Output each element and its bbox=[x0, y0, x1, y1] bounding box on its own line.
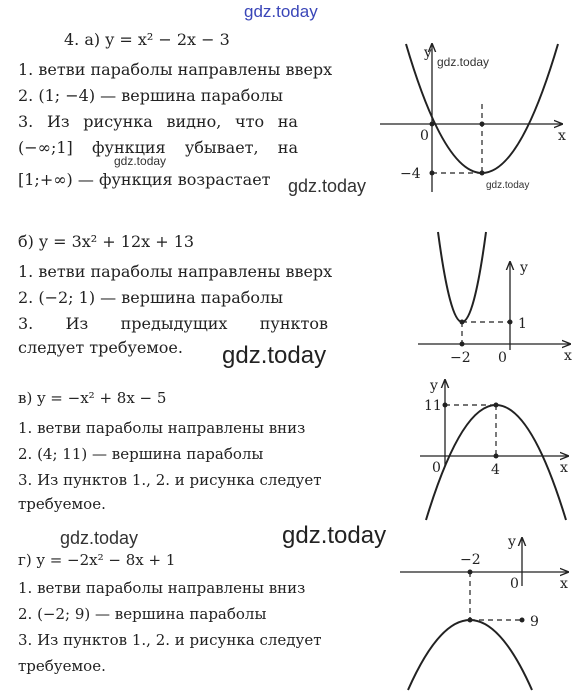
watermark: gdz.today bbox=[437, 55, 490, 69]
graph-g-minus2-label: −2 bbox=[460, 552, 481, 568]
graph-g-point bbox=[468, 570, 473, 575]
graph-b-zero-label: 0 bbox=[498, 350, 507, 366]
graph-a-point bbox=[430, 122, 435, 127]
problem-b-step-3-cont: следует требуемое. bbox=[18, 338, 183, 357]
graph-a-origin-label: 0 bbox=[420, 128, 429, 144]
graph-g-point bbox=[520, 618, 525, 623]
problem-g-step-1: 1. ветви параболы направлены вниз bbox=[18, 579, 306, 597]
graph-v-x-label: x bbox=[560, 460, 568, 476]
problem-b-step-3: 3. Из предыдущих пунктов bbox=[18, 314, 328, 333]
problem-v-step-1: 1. ветви параболы направлены вниз bbox=[18, 419, 306, 437]
graph-a-point bbox=[480, 122, 485, 127]
graph-a-y-label: y bbox=[424, 45, 432, 61]
problem-g-step-3: 3. Из пунктов 1., 2. и рисунка следует bbox=[18, 631, 322, 649]
graph-v-point bbox=[494, 403, 499, 408]
watermark: gdz.today bbox=[60, 528, 139, 548]
graph-b-minus2-label: −2 bbox=[450, 350, 471, 366]
problem-v-step-3-cont: требуемое. bbox=[18, 495, 106, 513]
problem-a-step-3-end: [1;+∞) — функция возрастает bbox=[18, 170, 271, 189]
watermark: gdz.today bbox=[114, 154, 167, 168]
graph-g bbox=[400, 534, 568, 690]
graph-v-eleven-label: 11 bbox=[424, 398, 442, 414]
graph-g-x-label: x bbox=[560, 576, 568, 592]
problem-v-step-3: 3. Из пунктов 1., 2. и рисунка следует bbox=[18, 471, 322, 489]
graph-v-point bbox=[494, 454, 499, 459]
problem-a-step-3-cont: (−∞;1] функция убывает, на bbox=[18, 138, 298, 157]
graph-a-minus4-label: −4 bbox=[400, 166, 421, 182]
problem-a-step-3: 3. Из рисунка видно, что на bbox=[18, 112, 298, 131]
graph-v-four-label: 4 bbox=[491, 462, 500, 478]
problem-b-step-2: 2. (−2; 1) — вершина параболы bbox=[18, 288, 283, 307]
graph-v bbox=[420, 378, 568, 520]
graph-g-y-label: y bbox=[508, 534, 516, 550]
problem-g-step-3-cont: требуемое. bbox=[18, 657, 106, 675]
graph-v-zero-label: 0 bbox=[432, 460, 441, 476]
graph-b bbox=[418, 232, 572, 366]
graph-a bbox=[380, 44, 566, 192]
problem-g-step-2: 2. (−2; 9) — вершина параболы bbox=[18, 605, 267, 623]
graph-b-parabola bbox=[438, 232, 486, 322]
graph-v-point bbox=[443, 403, 448, 408]
watermark: gdz.today bbox=[486, 180, 530, 191]
problem-a-step-2: 2. (1; −4) — вершина параболы bbox=[18, 86, 283, 105]
watermark: gdz.today bbox=[244, 2, 318, 21]
graph-b-x-label: x bbox=[564, 348, 572, 364]
problem-v-header: в) y = −x² + 8x − 5 bbox=[18, 389, 167, 407]
watermark: gdz.today bbox=[288, 176, 367, 196]
graph-b-point bbox=[508, 320, 513, 325]
graph-b-point bbox=[460, 342, 465, 347]
problem-a-step-1: 1. ветви параболы направлены вверх bbox=[18, 60, 333, 79]
graph-g-point bbox=[468, 618, 473, 623]
graph-b-one-label: 1 bbox=[518, 316, 527, 332]
graph-a-point bbox=[430, 171, 435, 176]
graph-v-y-label: y bbox=[430, 378, 438, 394]
graph-b-y-label: y bbox=[520, 260, 528, 276]
problem-b-step-1: 1. ветви параболы направлены вверх bbox=[18, 262, 333, 281]
problem-g-header: г) y = −2x² − 8x + 1 bbox=[18, 551, 176, 569]
watermark: gdz.today bbox=[222, 342, 327, 369]
graph-a-point bbox=[480, 171, 485, 176]
graph-g-parabola bbox=[408, 620, 532, 690]
graph-g-nine-label: 9 bbox=[530, 614, 539, 630]
problem-b-header: б) y = 3x² + 12x + 13 bbox=[18, 232, 195, 251]
graph-b-point bbox=[460, 320, 465, 325]
watermark: gdz.today bbox=[282, 522, 387, 549]
problem-v-step-2: 2. (4; 11) — вершина параболы bbox=[18, 445, 264, 463]
problem-a-header: 4. а) y = x² − 2x − 3 bbox=[64, 30, 230, 49]
graph-a-x-label: x bbox=[558, 128, 566, 144]
graph-g-zero-label: 0 bbox=[510, 576, 519, 592]
